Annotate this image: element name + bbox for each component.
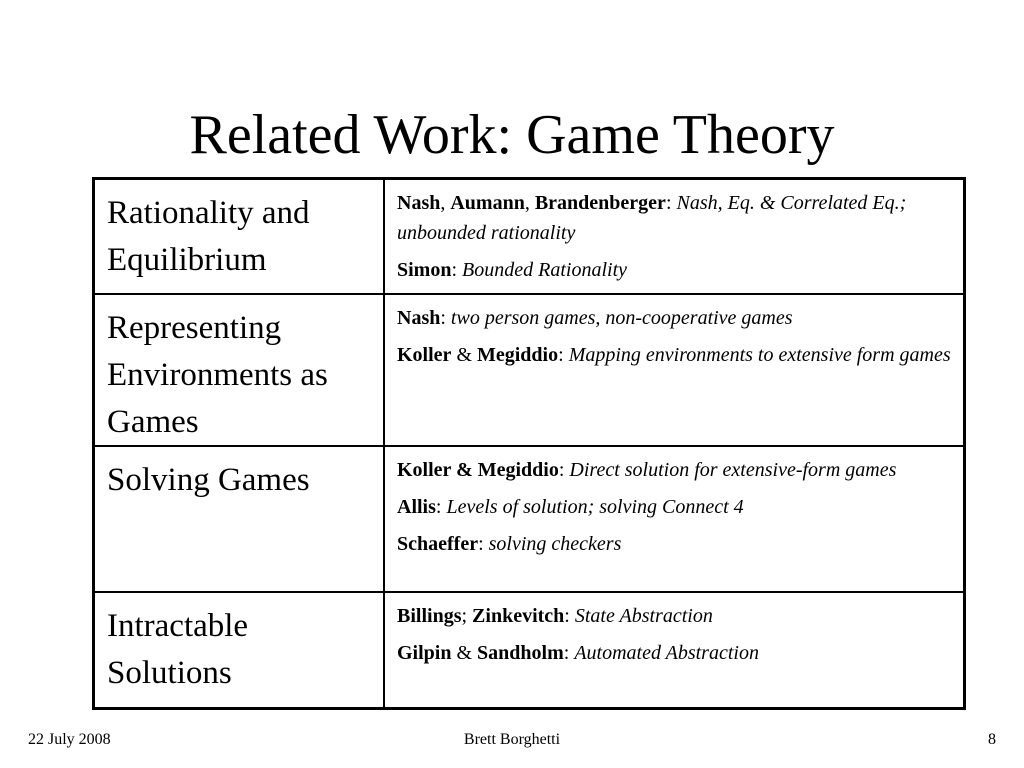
author-name: Simon <box>397 259 452 281</box>
work-description: Bounded Rationality <box>462 259 628 281</box>
author-name: Koller <box>397 344 452 366</box>
references-cell <box>385 593 963 707</box>
separator: & <box>451 344 477 366</box>
reference-entry <box>397 340 953 370</box>
references-cell <box>385 295 963 447</box>
author-name: Koller & Megiddio <box>397 459 559 481</box>
separator: : <box>558 459 570 481</box>
work-description: Mapping environments to extensive form games <box>568 344 951 366</box>
work-description: solving checkers <box>488 533 622 555</box>
separator: : <box>563 642 575 664</box>
work-description: State Abstraction <box>574 605 713 627</box>
reference-entry <box>397 188 953 248</box>
work-description: two person games, non-cooperative games <box>450 307 793 329</box>
work-description: Nash, Eq. & Correlated Eq.; unbounded rationality <box>397 192 907 244</box>
topic-cell: Solving Games <box>95 447 385 593</box>
reference-entry <box>397 638 953 668</box>
separator: , <box>440 192 451 214</box>
author-name: Gilpin <box>397 642 452 664</box>
topic-cell: Representing Environments as Games <box>95 295 385 447</box>
separator: : <box>435 496 447 518</box>
topic-cell: Intractable Solutions <box>95 593 385 707</box>
work-description: Automated Abstraction <box>574 642 759 664</box>
separator: : <box>440 307 451 329</box>
author-name: Nash <box>397 307 441 329</box>
separator: ; <box>461 605 473 627</box>
slide-title: Related Work: Game Theory <box>189 104 835 166</box>
separator: : <box>451 259 463 281</box>
topic-cell: Rationality and Equilibrium <box>95 180 385 295</box>
work-description: Levels of solution; solving Connect 4 <box>446 496 744 518</box>
separator: , <box>524 192 535 214</box>
author-name: Megiddio <box>477 344 559 366</box>
references-cell <box>385 180 963 295</box>
reference-entry <box>397 255 953 285</box>
separator: : <box>558 344 569 366</box>
author-name: Aumann <box>450 192 525 214</box>
footer-author: Brett Borghetti <box>463 731 561 748</box>
reference-entry <box>397 529 953 559</box>
footer-page-number: 8 <box>988 731 996 748</box>
author-name: Schaeffer <box>397 533 479 555</box>
separator: : <box>478 533 489 555</box>
author-name: Nash <box>397 192 441 214</box>
separator: : <box>665 192 677 214</box>
references-cell <box>385 447 963 593</box>
author-name: Sandholm <box>477 642 564 664</box>
author-name: Zinkevitch <box>472 605 565 627</box>
related-work-table <box>92 177 966 710</box>
author-name: Allis <box>397 496 436 518</box>
footer-date: 22 July 2008 <box>28 731 111 748</box>
author-name: Brandenberger <box>534 192 666 214</box>
separator: & <box>451 642 478 664</box>
separator: : <box>564 605 575 627</box>
reference-entry <box>397 455 953 485</box>
reference-entry <box>397 303 953 333</box>
work-description: Direct solution for extensive-form games <box>569 459 897 481</box>
author-name: Billings <box>397 605 462 627</box>
reference-entry <box>397 601 953 631</box>
reference-entry <box>397 492 953 522</box>
